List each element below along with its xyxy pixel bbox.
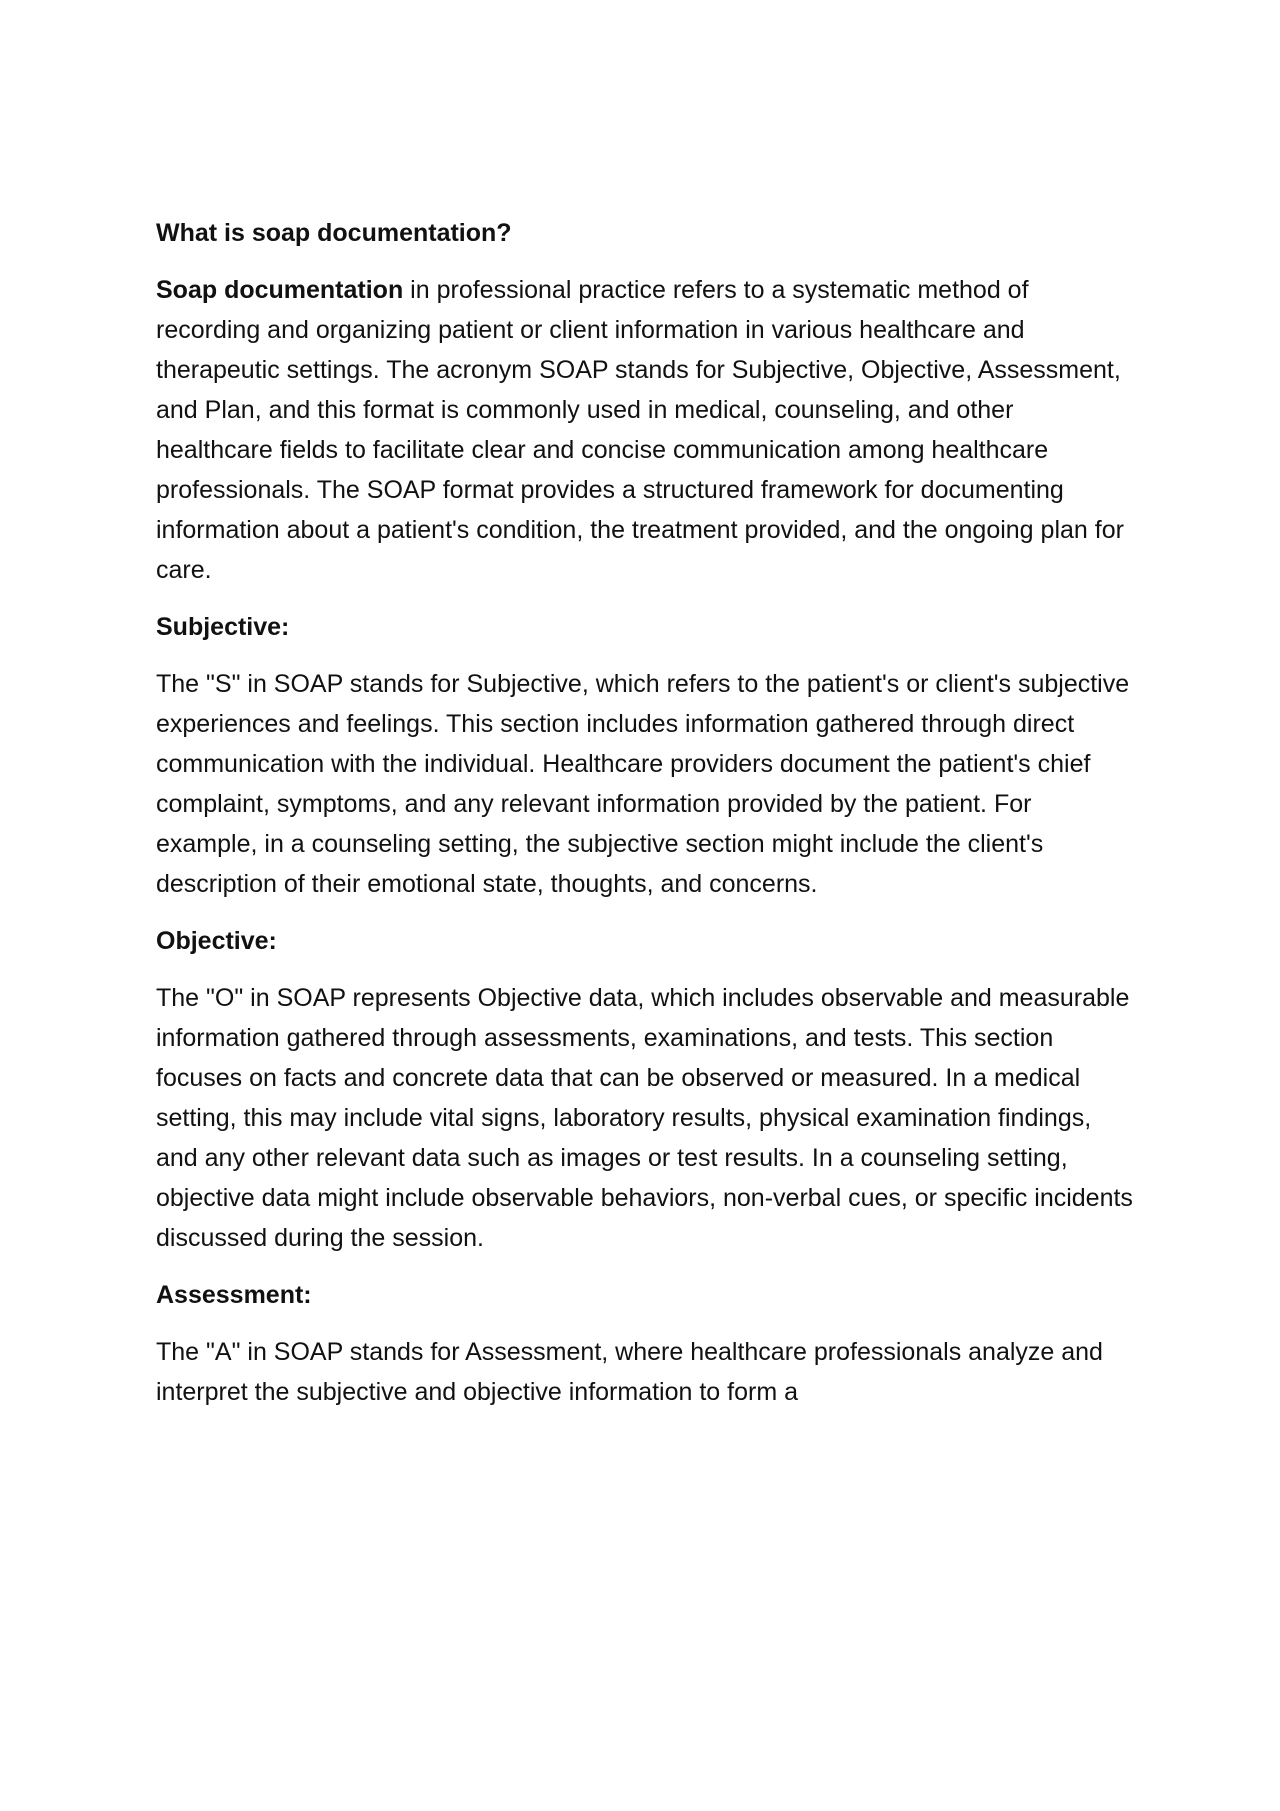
section-body-subjective: The "S" in SOAP stands for Subjective, which refers to the patient's or client's subjective experiences and feelings. This section includes information gathered through direct communication with the individual. Healthcare providers document the patient's chief complaint, symptoms, and any relevant information provided by the patient. For example, in a counseling setting, the subjective section might include the client's description of their emotional state, thoughts, and concerns. (156, 670, 1130, 898)
intro-lead-term: Soap documentation (156, 276, 404, 304)
section-body-assessment: The "A" in SOAP stands for Assessment, where healthcare professionals analyze and interpret the subjective and objective information to form a (156, 1338, 1103, 1406)
intro-text: in professional practice refers to a systematic method of recording and organizing patient or client information in various healthcare and therapeutic settings. The acronym SOAP stands for Subjective, Objective, Assessment, and Plan, and this format is commonly used in medical, counseling, and other healthcare fields to facilitate clear and concise communication among healthcare professionals. The SOAP format provides a structured framework for documenting information about a patient's condition, the treatment provided, and the ongoing plan for care. (156, 276, 1124, 584)
intro-paragraph (156, 270, 1136, 590)
section-heading-objective: Objective: (156, 927, 277, 955)
section-body-objective: The "O" in SOAP represents Objective data, which includes observable and measurable information gathered through assessments, examinations, and tests. This section focuses on facts and concrete data that can be observed or measured. In a medical setting, this may include vital signs, laboratory results, physical examination findings, and any other relevant data such as images or test results. In a counseling setting, objective data might include observable behaviors, non-verbal cues, or specific incidents discussed during the session. (156, 984, 1133, 1252)
section-heading-assessment: Assessment: (156, 1281, 312, 1309)
document-body (156, 213, 1136, 1429)
document-title: What is soap documentation? (156, 219, 512, 247)
section-heading-subjective: Subjective: (156, 613, 290, 641)
